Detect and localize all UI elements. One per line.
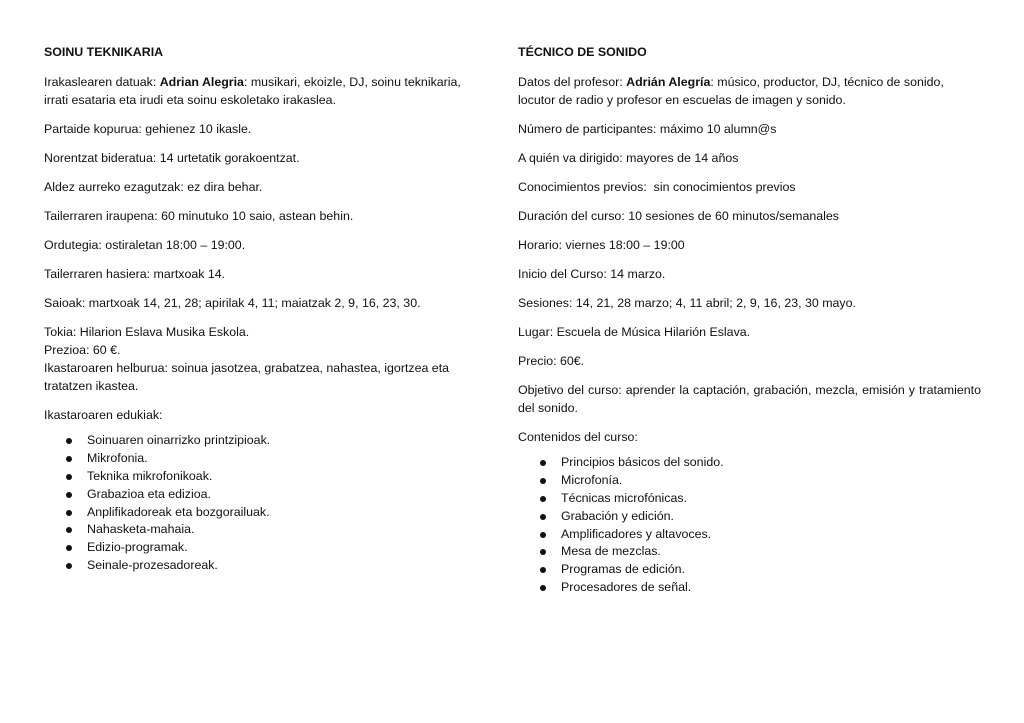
bullet-icon — [66, 563, 72, 569]
spanish-schedule: Horario: viernes 18:00 – 19:00 — [518, 238, 685, 252]
list-item-text: Amplificadores y altavoces. — [561, 526, 712, 541]
list-item — [44, 521, 488, 539]
spanish-teacher-desc-2: locutor de radio y profesor en escuelas de imagen y sonido. — [518, 93, 846, 107]
basque-start: Tailerraren hasiera: martxoak 14. — [44, 267, 226, 281]
list-item-text: Seinale-prozesadoreak. — [87, 558, 218, 573]
list-item — [44, 468, 488, 486]
spanish-start: Inicio del Curso: 14 marzo. — [518, 267, 666, 281]
list-item — [518, 579, 981, 597]
spanish-contents-label: Contenidos del curso: — [518, 430, 638, 444]
list-item-text: Microfonía. — [561, 472, 623, 487]
basque-teacher-label: Irakaslearen datuak: — [44, 75, 160, 89]
bullet-icon — [540, 496, 546, 502]
list-item-text: Técnicas microfónicas. — [561, 490, 688, 505]
basque-contents-label: Ikastaroaren edukiak: — [44, 408, 163, 422]
list-item — [44, 432, 488, 450]
basque-title: SOINU TEKNIKARIA — [44, 45, 164, 59]
bullet-icon — [540, 514, 546, 520]
list-item — [518, 526, 981, 544]
list-item — [518, 472, 981, 490]
basque-goal-1: Ikastaroaren helburua: soinua jasotzea, grabatzea, nahastea, igortzea eta — [44, 361, 450, 375]
basque-duration: Tailerraren iraupena: 60 minutuko 10 saio, astean behin. — [44, 209, 354, 223]
spanish-column — [518, 44, 981, 597]
basque-price: Prezioa: 60 €. — [44, 343, 121, 357]
bullet-icon — [540, 549, 546, 555]
basque-prior-knowledge: Aldez aurreko ezagutzak: ez dira behar. — [44, 180, 263, 194]
list-item-text: Teknika mikrofonikoak. — [87, 468, 213, 483]
bullet-icon — [66, 510, 72, 516]
basque-contents-list — [44, 432, 488, 575]
bullet-icon — [540, 585, 546, 591]
spanish-contents-list — [518, 454, 981, 597]
spanish-title: TÉCNICO DE SONIDO — [518, 45, 647, 59]
list-item-text: Grabación y edición. — [561, 508, 674, 523]
basque-audience: Norentzat bideratua: 14 urtetatik gorakoentzat. — [44, 151, 300, 165]
bullet-icon — [540, 567, 546, 573]
list-item-text: Nahasketa-mahaia. — [87, 522, 195, 537]
list-item-text: Mikrofonia. — [87, 450, 148, 465]
list-item-text: Principios básicos del sonido. — [561, 455, 724, 469]
list-item-text: Edizio-programak. — [87, 540, 188, 555]
list-item — [518, 454, 981, 472]
list-item — [44, 450, 488, 468]
bullet-icon — [540, 478, 546, 484]
basque-teacher — [44, 73, 488, 109]
spanish-teacher — [518, 73, 981, 109]
list-item — [518, 561, 981, 579]
list-item-text: Programas de edición. — [561, 562, 685, 577]
basque-schedule: Ordutegia: ostiraletan 18:00 – 19:00. — [44, 238, 246, 252]
basque-column — [44, 44, 488, 575]
bullet-icon — [66, 474, 72, 480]
spanish-audience: A quién va dirigido: mayores de 14 años — [518, 151, 739, 165]
list-item-text: Soinuaren oinarrizko printzipioak. — [87, 433, 271, 447]
list-item — [518, 490, 981, 508]
list-item — [518, 508, 981, 526]
spanish-teacher-label: Datos del profesor: — [518, 75, 627, 89]
spanish-price: Precio: 60€. — [518, 354, 585, 368]
basque-goal-2: tratatzen ikastea. — [44, 379, 139, 393]
list-item — [518, 543, 981, 561]
spanish-sessions: Sesiones: 14, 21, 28 marzo; 4, 11 abril; 2, 9, 16, 23, 30 mayo. — [518, 296, 856, 310]
list-item — [44, 557, 488, 575]
list-item-text: Mesa de mezclas. — [561, 544, 661, 559]
spanish-prior-knowledge: Conocimientos previos: sin conocimientos previos — [518, 180, 796, 194]
list-item — [44, 539, 488, 557]
spanish-teacher-desc-1: : músico, productor, DJ, técnico de sonido, — [710, 75, 944, 89]
basque-participants: Partaide kopurua: gehienez 10 ikasle. — [44, 122, 252, 136]
bullet-icon — [66, 492, 72, 498]
basque-teacher-desc-2: irrati esataria eta irudi eta soinu eskoletako irakaslea. — [44, 93, 337, 107]
spanish-place: Lugar: Escuela de Música Hilarión Eslava. — [518, 325, 751, 339]
list-item — [44, 486, 488, 504]
bullet-icon — [66, 527, 72, 533]
list-item — [44, 504, 488, 522]
basque-place: Tokia: Hilarion Eslava Musika Eskola. — [44, 325, 250, 339]
list-item-text: Procesadores de señal. — [561, 580, 692, 595]
spanish-goal: Objetivo del curso: aprender la captación, grabación, mezcla, emisión y tratamiento del sonido. — [518, 383, 981, 415]
bullet-icon — [66, 545, 72, 551]
basque-sessions: Saioak: martxoak 14, 21, 28; apirilak 4, 11; maiatzak 2, 9, 16, 23, 30. — [44, 296, 421, 310]
basque-teacher-desc-1: : musikari, ekoizle, DJ, soinu teknikaria, — [243, 75, 461, 89]
list-item-text: Grabazioa eta edizioa. — [87, 486, 211, 501]
bullet-icon — [540, 532, 546, 538]
spanish-participants: Número de participantes: máximo 10 alumn@s — [518, 122, 777, 136]
basque-goal — [44, 359, 488, 395]
list-item-text: Anplifikadoreak eta bozgorailuak. — [87, 504, 270, 519]
bullet-icon — [66, 438, 72, 444]
bullet-icon — [66, 456, 72, 462]
spanish-duration: Duración del curso: 10 sesiones de 60 minutos/semanales — [518, 209, 839, 223]
bullet-icon — [540, 460, 546, 466]
spanish-teacher-name: Adrián Alegría — [626, 75, 711, 89]
basque-teacher-name: Adrian Alegria — [159, 75, 244, 89]
